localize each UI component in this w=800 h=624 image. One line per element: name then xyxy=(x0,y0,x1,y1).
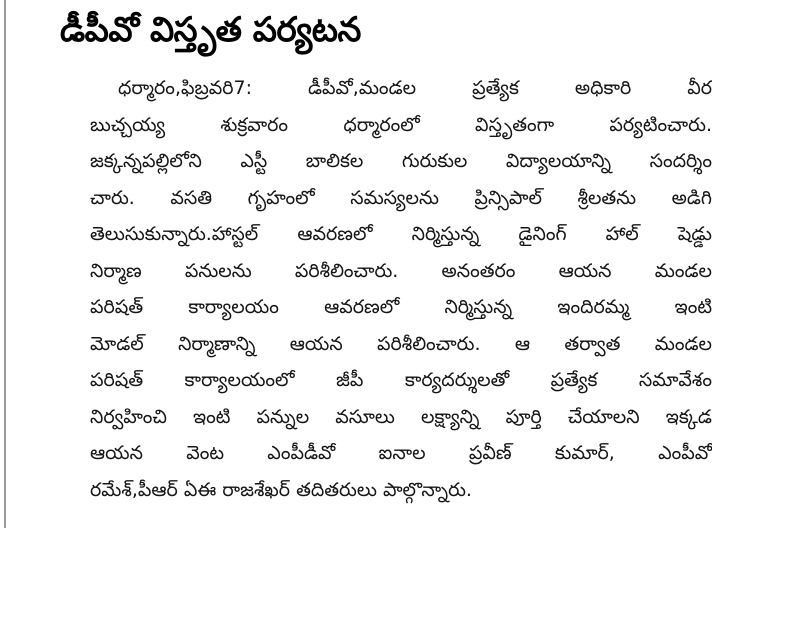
article-line: బుచ్చయ్య శుక్రవారం ధర్మారంలో విస్తృతంగా పర్యటించారు. xyxy=(90,113,712,136)
article-body xyxy=(90,70,712,508)
article-line: ఆయన వెంట ఎంపీడీవో ఐనాల ప్రవీణ్ కుమార్, ఎంపీవో xyxy=(90,442,712,464)
article-line: జక్కన్నపల్లిలోని ఎస్టీ బాలికల గురుకుల విద్యాలయాన్ని సందర్శిం xyxy=(90,150,712,172)
article-line: నిర్మాణ పనులను పరిశీలించారు. అనంతరం ఆయన మండల xyxy=(90,259,712,282)
article-line: నిర్వహించి ఇంటి పన్నుల వసూలు లక్ష్యాన్ని పూర్తి చేయాలని ఇక్కడ xyxy=(90,405,712,428)
column-rule xyxy=(4,0,6,528)
article-line: మోడల్ నిర్మాణాన్ని ఆయన పరిశీలించారు. ఆ తర్వాత మండల xyxy=(90,332,712,355)
article-headline: డీపీవో విస్తృత పర్యటన xyxy=(60,10,361,50)
article-line: పరిషత్ కార్యాలయం ఆవరణలో నిర్మిస్తున్న ఇందిరమ్మ ఇంటి xyxy=(90,296,712,318)
article-line: చారు. వసతి గృహంలో సమస్యలను ప్రిన్సిపాల్ శ్రీలతను అడిగి xyxy=(90,186,712,209)
article-line: ధర్మారం,ఫిబ్రవరి7: డీపీవో,మండల ప్రత్యేక అధికారి వీర xyxy=(118,77,712,99)
article-line: రమేశ్,పీఆర్ ఏఈ రాజశేఖర్ తదితరులు పాల్గొన్నారు. xyxy=(90,478,472,501)
article-line: పరిషత్ కార్యాలయంలో జీపీ కార్యదర్శులతో ప్రత్యేక సమావేశం xyxy=(90,369,712,391)
article-line: తెలుసుకున్నారు.హాస్టల్ ఆవరణలో నిర్మిస్తున్న డైనింగ్ హాల్ షెడ్డు xyxy=(90,223,712,245)
